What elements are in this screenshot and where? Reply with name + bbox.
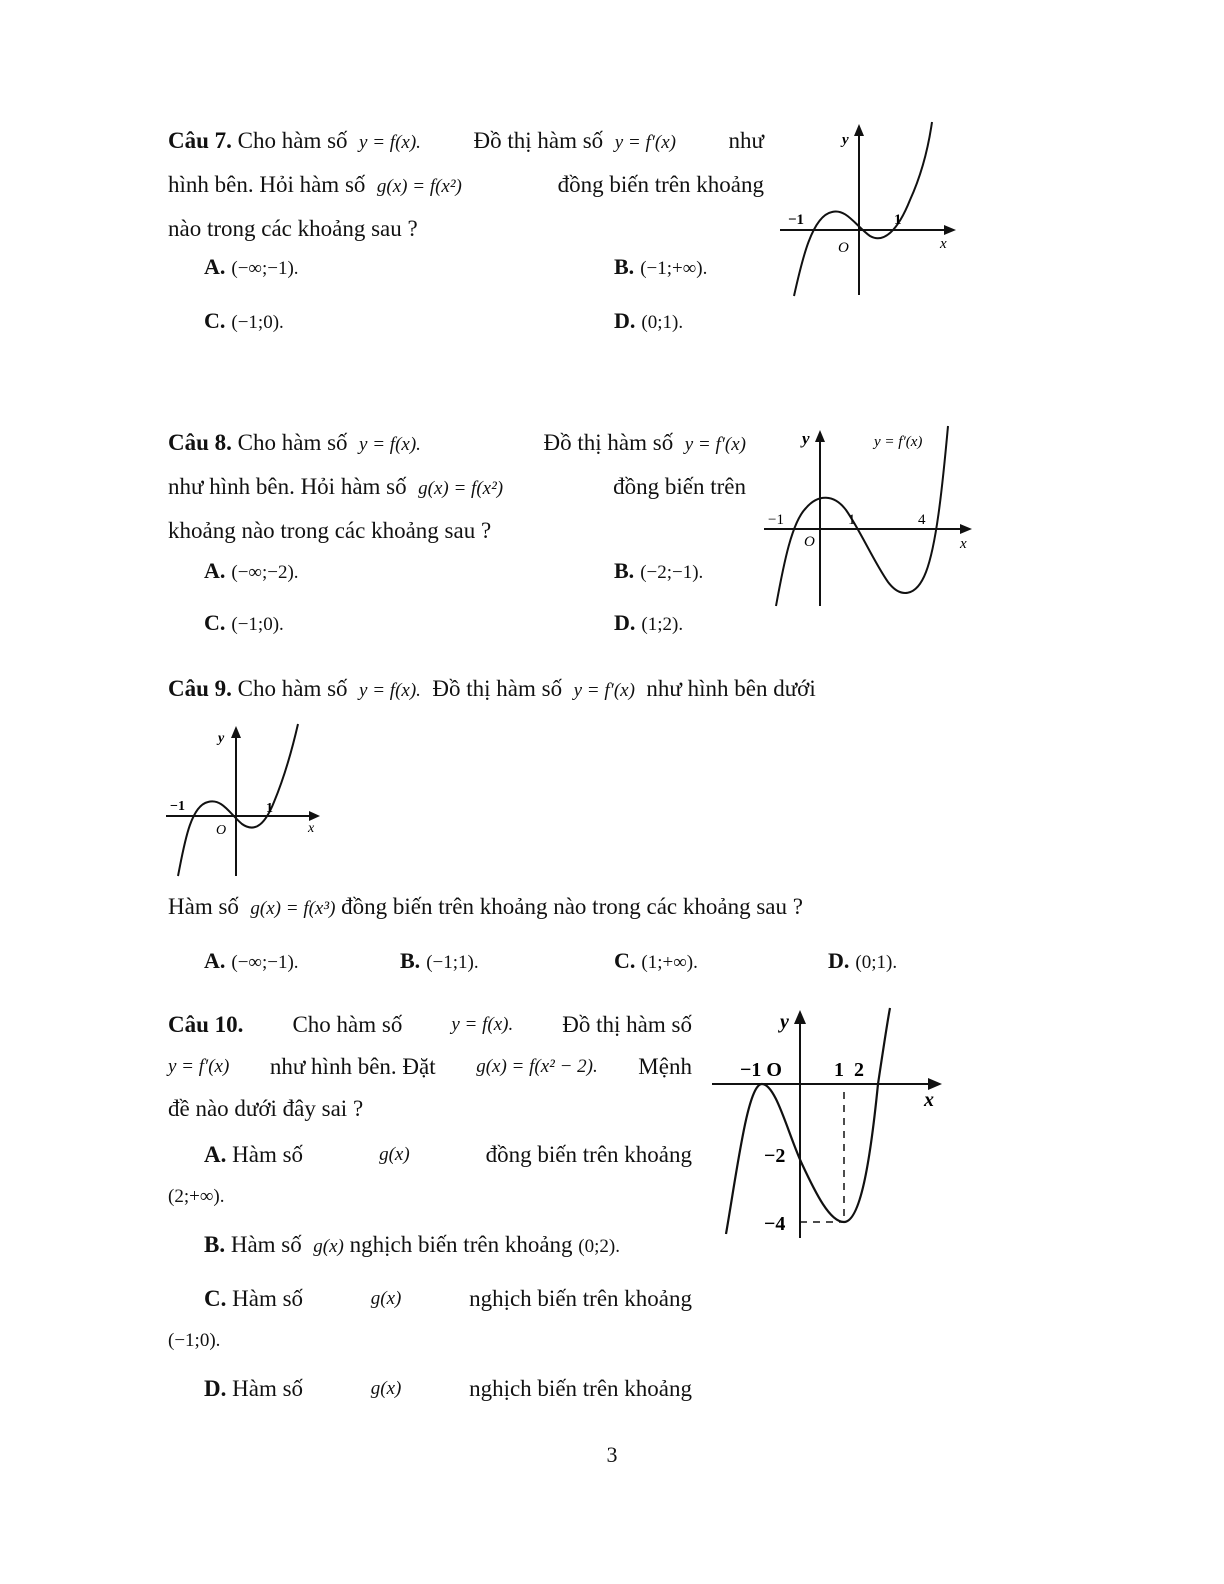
question-10-label: Câu 10.	[168, 1012, 244, 1037]
tick-4: 4	[918, 512, 926, 528]
question-9-label: Câu 9.	[168, 676, 232, 701]
q8-option-a: A. (−∞;−2).	[204, 558, 299, 583]
q7-option-b: B. (−1;+∞).	[614, 254, 708, 279]
q7-text: như	[728, 128, 764, 153]
x-label: x	[308, 821, 315, 836]
q9-eq3: g(x) = f(x³)	[250, 898, 336, 919]
q8-text: đồng biến trên	[613, 474, 746, 499]
tick-minus-1: −1	[788, 212, 805, 228]
x-axis-arrow	[944, 225, 956, 235]
q7-text: đồng biến trên khoảng	[557, 172, 764, 197]
q7-eq2: y = f′(x)	[614, 132, 676, 153]
q9-text: Cho hàm số	[237, 676, 348, 701]
q8-text: Đồ thị hàm số	[543, 430, 674, 455]
derivative-curve	[794, 122, 932, 296]
y-label: y	[842, 132, 849, 148]
y-axis-arrow	[794, 1010, 806, 1024]
page-number: 3	[606, 1442, 618, 1467]
tick-minus-2: −2	[764, 1145, 786, 1167]
tick-minus-1: −1	[170, 799, 185, 814]
q10-option-d: D. Hàm số g(x) nghịch biến trên khoảng	[204, 1376, 692, 1401]
q8-text: Cho hàm số	[237, 430, 348, 455]
question-9	[168, 668, 816, 712]
q9-option-a: A. (−∞;−1).	[204, 948, 299, 973]
y-axis-arrow	[231, 726, 241, 738]
q9-text: Hàm số	[168, 894, 239, 919]
q10-option-c-interval: (−1;0).	[168, 1330, 221, 1351]
question-7-label: Câu 7.	[168, 128, 232, 153]
question-8-label: Câu 8.	[168, 430, 232, 455]
q9-text: Đồ thị hàm số	[432, 676, 563, 701]
q7-eq1: y = f(x).	[359, 132, 421, 153]
origin-label: O	[804, 534, 815, 550]
q8-text: như hình bên. Hỏi hàm số	[168, 474, 407, 499]
q8-option-c: C. (−1;0).	[204, 610, 284, 635]
x-label: x	[924, 1089, 934, 1111]
q10-text: Cho hàm số	[292, 1012, 403, 1037]
q9-eq2: y = f′(x)	[573, 680, 635, 701]
y-label: y	[218, 731, 225, 746]
q9-option-b: B. (−1;1).	[400, 948, 479, 973]
q9-option-c: C. (1;+∞).	[614, 948, 698, 973]
q10-text: đề nào dưới đây sai ?	[168, 1096, 364, 1121]
question-10	[168, 1004, 692, 1410]
x-axis-arrow	[309, 811, 320, 821]
q8-eq3: g(x) = f(x²)	[418, 478, 504, 499]
q7-option-c: C. (−1;0).	[204, 308, 284, 333]
q8-text: khoảng nào trong các khoảng sau ?	[168, 518, 492, 543]
x-label: x	[960, 536, 967, 552]
tick-1: 1	[848, 512, 856, 528]
q7-graph	[780, 120, 960, 300]
q10-option-a-interval: (2;+∞).	[168, 1186, 225, 1207]
q9-text: đồng biến trên khoảng nào trong các khoảng sau ?	[341, 894, 803, 919]
q10-option-c: C. Hàm số g(x) nghịch biến trên khoảng	[204, 1286, 692, 1311]
q9-option-d: D. (0;1).	[828, 948, 898, 973]
tick-minus-1-origin: −1 O	[740, 1059, 782, 1081]
q9-eq1: y = f(x).	[359, 680, 421, 701]
q9-graph	[166, 720, 326, 880]
origin-label: O	[838, 240, 849, 256]
q7-text: hình bên. Hỏi hàm số	[168, 172, 366, 197]
q8-eq1: y = f(x).	[359, 434, 421, 455]
q10-eq1: y = f(x).	[451, 1014, 514, 1035]
q8-eq2: y = f′(x)	[684, 434, 746, 455]
q8-option-d: D. (1;2).	[614, 610, 684, 635]
q7-option-a: A. (−∞;−1).	[204, 254, 299, 279]
x-axis-arrow	[960, 524, 972, 534]
q9-text: như hình bên dưới	[646, 676, 816, 701]
q10-option-a: A. Hàm số g(x) đồng biến trên khoảng	[204, 1142, 692, 1167]
q10-eq2: y = f′(x)	[168, 1056, 230, 1077]
q10-eq3: g(x) = f(x² − 2).	[476, 1056, 598, 1077]
y-axis-arrow	[854, 124, 864, 136]
tick-1: 1	[894, 212, 902, 228]
tick-1: 1	[266, 801, 273, 816]
curve-label: y = f′(x)	[874, 434, 923, 450]
q7-text: Cho hàm số	[237, 128, 348, 153]
y-label: y	[780, 1011, 789, 1033]
tick-minus-4: −4	[764, 1213, 786, 1235]
origin-label: O	[216, 823, 227, 838]
q8-graph	[764, 422, 974, 608]
derivative-curve	[178, 724, 298, 876]
q8-option-b: B. (−2;−1).	[614, 558, 704, 583]
q10-option-b: B. Hàm số g(x) nghịch biến trên khoảng (0;2).	[204, 1232, 620, 1257]
question-7	[168, 120, 764, 250]
q10-text: Đồ thị hàm số	[562, 1012, 692, 1037]
question-9-body	[168, 886, 803, 930]
tick-1-2: 1 2	[834, 1059, 864, 1081]
tick-minus-1: −1	[768, 512, 784, 528]
q7-text: Đồ thị hàm số	[473, 128, 604, 153]
x-label: x	[940, 236, 947, 252]
question-8	[168, 422, 746, 552]
q10-graph	[712, 1004, 952, 1244]
y-label: y	[802, 429, 810, 448]
q7-eq3: g(x) = f(x²)	[376, 176, 462, 197]
q7-text: nào trong các khoảng sau ?	[168, 216, 418, 241]
q7-option-d: D. (0;1).	[614, 308, 684, 333]
y-axis-arrow	[815, 430, 825, 442]
derivative-curve	[726, 1008, 890, 1234]
q10-text: như hình bên. Đặt	[269, 1054, 436, 1079]
q10-text: Mệnh	[638, 1054, 692, 1079]
